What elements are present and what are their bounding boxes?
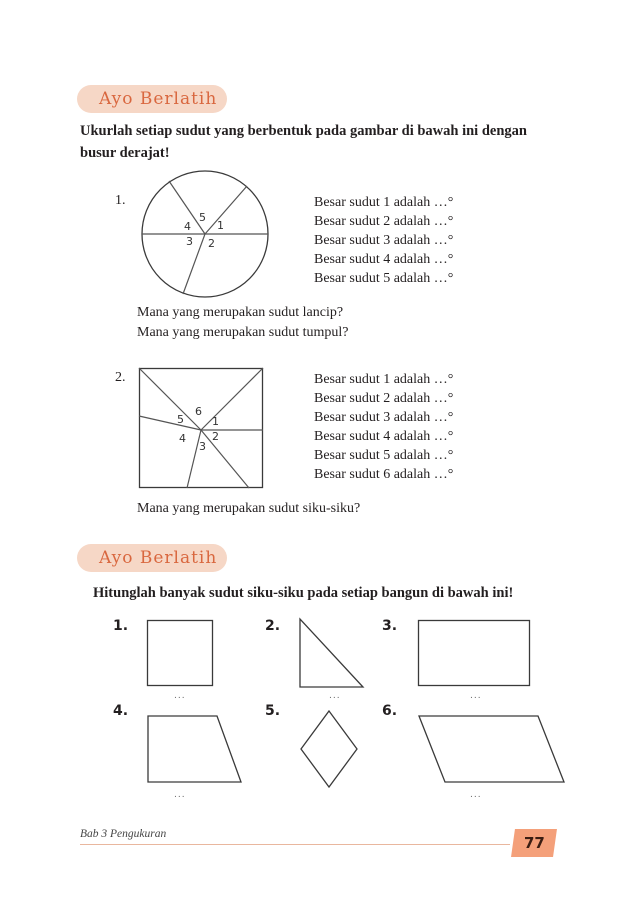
instruction-2: Hitunglah banyak sudut siku-siku pada setiap bangun di bawah ini! [93,585,514,601]
square-angle-label-6: 6 [195,405,202,418]
question-2-number: 2. [115,370,126,385]
instruction-line-1: Ukurlah setiap sudut yang berbentuk pada gambar di bawah ini dengan [80,123,527,139]
shape-number-6: 6. [382,703,398,719]
square-diagram [139,368,263,488]
circle-angle-label-5: 5 [199,211,206,224]
shape-number-5: 5. [265,703,281,719]
instruction-line-2: busur derajat! [80,145,170,161]
circle-angle-label-1: 1 [217,219,224,232]
answer-line: Besar sudut 3 adalah …° [314,410,454,425]
square-angle-label-2: 2 [212,430,219,443]
shape-number-3: 3. [382,618,398,634]
answer-placeholder: ... [470,691,482,701]
circle-angle-label-2: 2 [208,237,215,250]
shape-number-2: 2. [265,618,281,634]
square-angle-label-3: 3 [199,440,206,453]
answer-placeholder: ... [174,790,186,800]
badge-label: Ayo Berlatih [99,548,218,568]
page-number-label: 77 [523,834,545,852]
circle-angle-label-4: 4 [184,220,191,233]
answer-line: Besar sudut 2 adalah …° [314,391,454,406]
answer-line: Besar sudut 1 adalah …° [314,372,454,387]
answer-line: Besar sudut 1 adalah …° [314,195,454,210]
answer-placeholder: ... [470,790,482,800]
answer-line: Besar sudut 4 adalah …° [314,252,454,267]
chapter-label: Bab 3 Pengukuran [80,828,167,840]
parallelogram-shape [418,715,566,783]
badge-label: Ayo Berlatih [99,89,218,109]
answer-line: Besar sudut 5 adalah …° [314,448,454,463]
followup-question: Mana yang merupakan sudut tumpul? [137,325,349,340]
circle-diagram [139,169,271,299]
answer-line: Besar sudut 6 adalah …° [314,467,454,482]
question-2-followup: Mana yang merupakan sudut siku-siku? [137,501,361,516]
answer-line: Besar sudut 3 adalah …° [314,233,454,248]
answer-placeholder: ... [329,691,341,701]
square-shape [147,620,213,686]
square-angle-label-4: 4 [179,432,186,445]
question-1-number: 1. [115,193,126,208]
circle-angle-label-3: 3 [186,235,193,248]
shape-number-1: 1. [113,618,129,634]
rhombus-shape [299,710,359,788]
shape-number-4: 4. [113,703,129,719]
square-angle-label-5: 5 [177,413,184,426]
rectangle-shape [418,620,530,686]
followup-question: Mana yang merupakan sudut lancip? [137,305,344,320]
answer-line: Besar sudut 2 adalah …° [314,214,454,229]
answer-line: Besar sudut 5 adalah …° [314,271,454,286]
answer-placeholder: ... [174,691,186,701]
question-2-answers [314,370,453,484]
ayo-berlatih-badge-2 [77,544,227,572]
footer-rule [80,844,510,845]
question-1-followup [137,303,349,343]
right-triangle-shape [299,618,365,688]
trapezoid-shape [147,715,243,783]
square-angle-label-1: 1 [212,415,219,428]
instruction-1 [80,120,580,164]
ayo-berlatih-badge-1 [77,85,227,113]
page-number [511,829,557,857]
question-1-answers [314,193,453,288]
answer-line: Besar sudut 4 adalah …° [314,429,454,444]
